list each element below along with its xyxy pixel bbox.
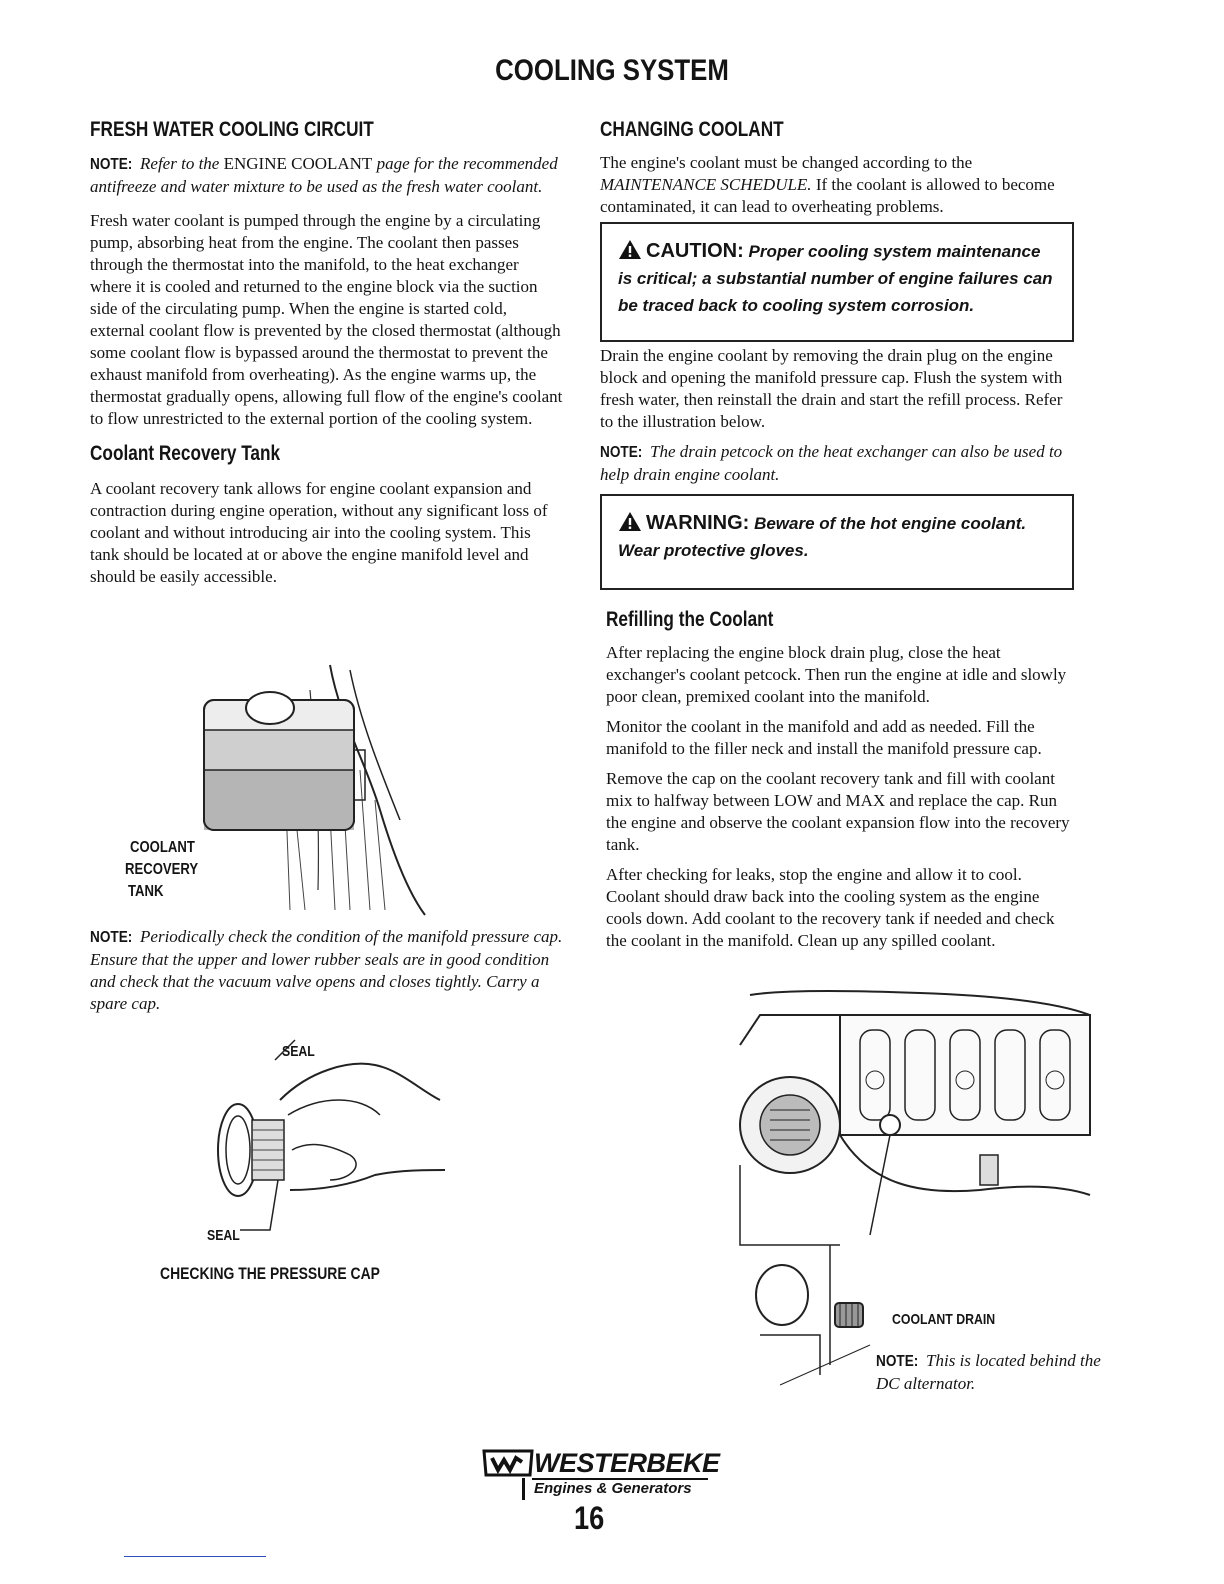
drain-petcock-note xyxy=(600,441,1076,486)
engine-drain-illustration xyxy=(720,985,1110,1405)
refilling-step-1: After replacing the engine block drain plug, close the heat exchanger's coolant petcock. Then run the engine at idle and slowly poor clean, premixed coolant into the manifold. xyxy=(606,643,1067,706)
pressure-cap-note xyxy=(90,926,564,1015)
changing-coolant-body xyxy=(600,152,1076,218)
pressure-cap-illustration xyxy=(200,1040,460,1240)
note-text: The drain petcock on the heat exchanger can also be used to help drain engine coolant. xyxy=(600,442,1063,484)
refilling-section xyxy=(606,608,1078,960)
westerbeke-logo xyxy=(482,1448,742,1500)
note-label: NOTE: xyxy=(90,929,133,946)
bottom-rule xyxy=(124,1556,266,1557)
caution-text: Proper cooling system maintenance is critical; a substantial number of engine failures can be traced back to cooling system corrosion. xyxy=(618,242,1053,315)
caution-label: CAUTION: xyxy=(646,240,744,262)
note-label: NOTE: xyxy=(876,1353,919,1370)
note-text: This is located behind the DC alternator. xyxy=(876,1351,1101,1393)
note-reference: ENGINE COOLANT xyxy=(223,154,373,173)
seal-label-bottom: SEAL xyxy=(207,1227,240,1244)
recovery-tank-heading: Coolant Recovery Tank xyxy=(90,442,281,465)
drain-instructions: Drain the engine coolant by removing the drain plug on the engine block and opening the manifold pressure cap. Flush the system with fresh water, then reinstall the drain and start the refill process. Refer to the illustration below. xyxy=(600,346,1063,431)
caution-box xyxy=(600,222,1074,342)
warning-box xyxy=(600,494,1074,590)
seal-label-top: SEAL xyxy=(282,1043,315,1060)
body-text: If the coolant is allowed to become contaminated, it can lead to overheating problems. xyxy=(600,175,1055,216)
drain-location-note xyxy=(876,1350,1108,1395)
body-text: The engine's coolant must be changed according to the xyxy=(600,153,973,172)
refilling-step-3: Remove the cap on the coolant recovery tank and fill with coolant mix to halfway between LOW and MAX and replace the cap. Run the engine and observe the coolant expansion flow into the recovery tank. xyxy=(606,769,1070,854)
refilling-step-2: Monitor the coolant in the manifold and add as needed. Fill the manifold to the filler neck and install the manifold pressure cap. xyxy=(606,717,1042,758)
note-text: Refer to the xyxy=(140,154,220,173)
warning-triangle-icon xyxy=(618,511,642,532)
note-text: page for the recommended antifreeze and water mixture to be used as the fresh water coolant. xyxy=(90,154,558,196)
pressure-cap-caption: CHECKING THE PRESSURE CAP xyxy=(160,1264,380,1283)
tank-label-coolant: COOLANT xyxy=(130,839,195,856)
fresh-water-body: Fresh water coolant is pumped through the engine by a circulating pump, absorbing heat from the engine. The coolant then passes through the thermostat into the manifold, to the heat exchanger where it is cooled and returned to the engine block via the suction side of the circulating pump. When the engine is started cold, external coolant flow is prevented by the closed thermostat (although some coolant flow is bypassed around the thermostat to prevent the exhaust manifold from overheating). As the engine warms up, the thermostat gradually opens, allowing full flow of the engine's coolant to flow unrestricted to the external portion of the cooling system. xyxy=(90,211,563,428)
note-label: NOTE: xyxy=(90,156,133,173)
warning-triangle-icon xyxy=(618,239,642,260)
page-title: COOLING SYSTEM xyxy=(495,54,729,87)
note-label: NOTE: xyxy=(600,444,643,461)
warning-label: WARNING: xyxy=(646,512,750,534)
coolant-recovery-tank-illustration xyxy=(190,660,470,920)
note-text: Periodically check the condition of the manifold pressure cap. Ensure that the upper and lower rubber seals are in good condition and check that the vacuum valve opens and closes tightly. Carry a spare cap. xyxy=(90,927,563,1013)
brand-name: WESTERBEKE xyxy=(534,1448,720,1478)
tank-label-tank: TANK xyxy=(128,883,164,900)
brand-tagline: Engines & Generators xyxy=(534,1480,692,1497)
coolant-drain-label: COOLANT DRAIN xyxy=(892,1311,996,1328)
fresh-water-heading: FRESH WATER COOLING CIRCUIT xyxy=(90,118,374,141)
fresh-water-note xyxy=(90,153,564,198)
recovery-tank-body: A coolant recovery tank allows for engine coolant expansion and contraction during engine operation, without any significant loss of coolant and without introducing air into the cooling system. This tank should be located at or above the engine manifold level and should be easily accessible. xyxy=(90,479,548,586)
refilling-step-4: After checking for leaks, stop the engine and allow it to cool. Coolant should draw back into the cooling system as the engine cools down. Add coolant to the recovery tank if needed and check the coolant in the manifold. Clean up any spilled coolant. xyxy=(606,865,1055,950)
body-reference: MAINTENANCE SCHEDULE. xyxy=(600,175,812,194)
refilling-heading: Refilling the Coolant xyxy=(606,608,774,631)
warning-text: Beware of the hot engine coolant. Wear protective gloves. xyxy=(618,514,1027,560)
page-number: 16 xyxy=(574,1500,605,1536)
left-column xyxy=(90,118,564,596)
right-column xyxy=(600,118,1076,226)
tank-label-recovery: RECOVERY xyxy=(125,861,199,878)
right-column-drain xyxy=(600,345,1076,494)
westerbeke-emblem-icon xyxy=(482,1448,534,1478)
changing-coolant-heading: CHANGING COOLANT xyxy=(600,118,784,141)
